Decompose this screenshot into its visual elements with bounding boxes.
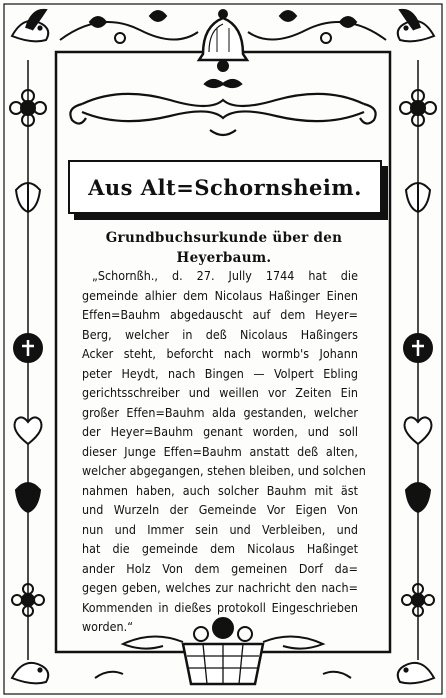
heart-icon <box>15 417 42 444</box>
text-line: nahmen haben, auch solcher Bauhm mit äst <box>82 482 358 498</box>
dove-icon <box>12 663 48 683</box>
bell-icon <box>199 10 247 71</box>
tulip-icon <box>406 182 430 212</box>
heading-line-2: Heyerbaum. <box>176 250 272 266</box>
text-line: gegen geben, welches zur nachricht den nach= <box>82 580 358 595</box>
text-line: Kommenden in dießes protokoll Eingeschrieben <box>82 599 358 615</box>
text-line: Berg, welcher in deß Nicolaus Haßingers <box>82 326 358 342</box>
cross-medallion-icon <box>404 334 432 362</box>
heading-line-1: Grundbuchsurkunde über den <box>105 230 343 246</box>
text-line: „Schornßh., d. 27. Jully 1744 hat die <box>92 268 358 283</box>
text-line: nun und Immer sein und Verbleiben, und <box>82 521 358 537</box>
heart-icon <box>405 417 432 444</box>
text-line: Effen=Bauhm abgedauscht auf dem Heyer= <box>82 307 358 322</box>
dove-icon <box>398 663 434 683</box>
tulip-icon <box>16 182 40 212</box>
cross-medallion-icon <box>14 334 42 362</box>
text-line: der Heyer=Bauhm genant worden, und soll <box>82 424 358 439</box>
text-line: großer Effen=Bauhm alda gestanden, welcher <box>82 404 358 420</box>
left-column <box>10 60 46 660</box>
text-line: gerichtsschreiber und weillen vor Zeiten Ein <box>82 385 358 400</box>
text-line: welcher abgegangen, stehen bleiben, und solchen <box>82 463 366 478</box>
right-column <box>400 60 436 660</box>
body-text <box>82 266 366 637</box>
text-line: Acker steht, beforcht nach wormb's Johann <box>82 346 358 361</box>
tulip-icon <box>406 483 430 512</box>
tulip-icon <box>16 483 40 512</box>
text-line: dieser Junge Effen=Bauhm anstatt deß alten, <box>82 443 358 459</box>
text-line: und Wurzeln der Gemeinde Vor Eigen Von <box>82 502 358 517</box>
title-box <box>68 160 382 214</box>
scroll-ornament <box>70 80 375 135</box>
text-line: gemeinde alhier dem Nicolaus Haßinger Einen <box>82 287 358 303</box>
text-line: hat die gemeinde dem Nicolaus Haßinget <box>82 541 358 556</box>
page-title: Aus Alt=Schornsheim. <box>88 174 362 200</box>
section-heading <box>72 228 376 268</box>
text-line: peter Heydt, nach Bingen — Volpert Ebling <box>82 365 358 381</box>
text-line: ander Holz Von dem gemeinen Dorf da= <box>82 560 358 576</box>
text-line: worden.“ <box>82 619 134 634</box>
dove-icon <box>12 10 48 42</box>
dove-icon <box>398 10 434 42</box>
